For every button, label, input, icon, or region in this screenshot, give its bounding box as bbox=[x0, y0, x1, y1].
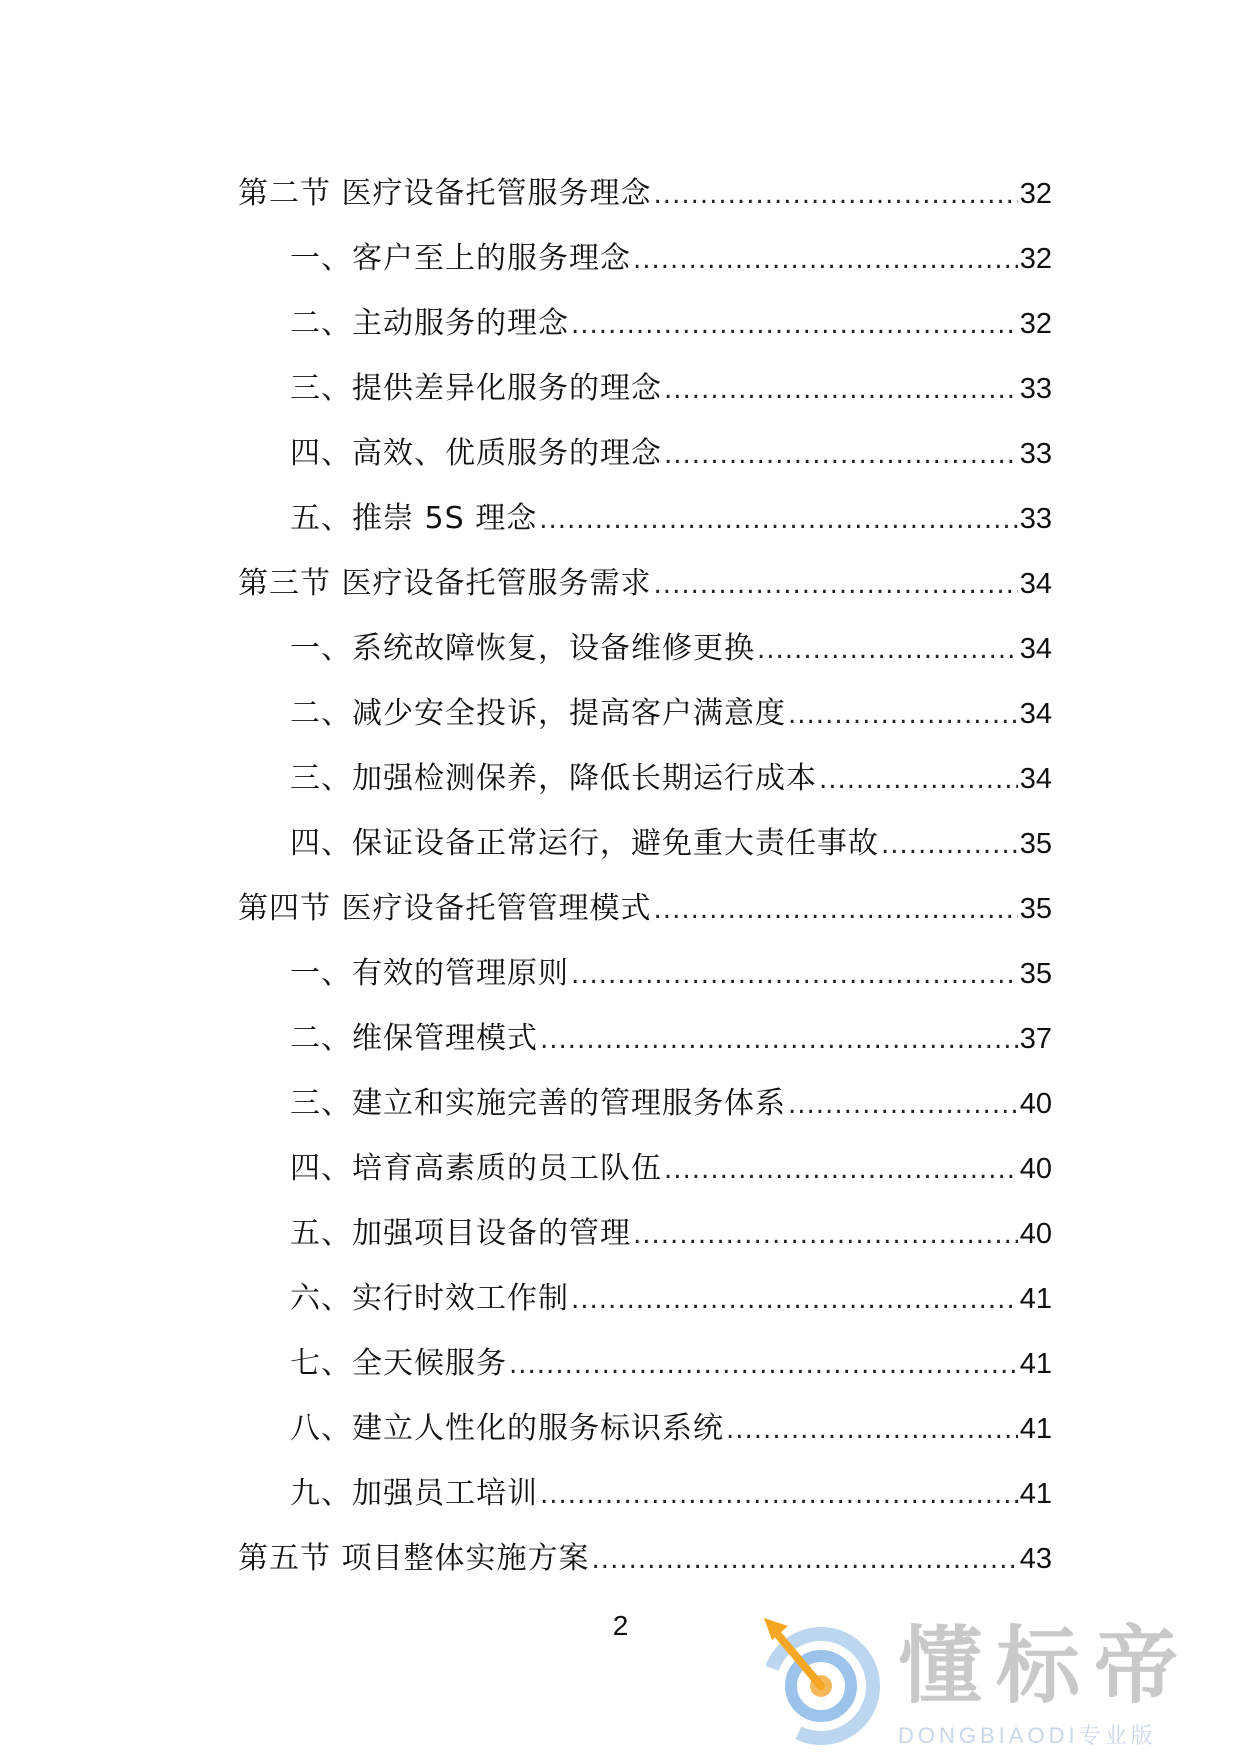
toc-dot-leader bbox=[571, 1268, 1018, 1333]
toc-dot-leader bbox=[664, 1138, 1018, 1203]
toc-section-entry[interactable] bbox=[238, 876, 1052, 941]
toc-entry-title: 三、提供差异化服务的理念 bbox=[290, 371, 662, 406]
toc-entry-page: 41 bbox=[1019, 1413, 1052, 1445]
toc-entry-page: 35 bbox=[1019, 893, 1052, 925]
toc-entry-page: 33 bbox=[1019, 503, 1052, 535]
toc-entry-title: 第三节 医疗设备托管服务需求 bbox=[238, 566, 652, 601]
toc-subsection-entry[interactable] bbox=[238, 1201, 1052, 1266]
toc-entry-page: 40 bbox=[1019, 1153, 1052, 1185]
toc-dot-leader bbox=[819, 748, 1018, 813]
target-arrow-icon bbox=[746, 1604, 896, 1754]
toc-entry-page: 41 bbox=[1019, 1478, 1052, 1510]
toc-entry-page: 34 bbox=[1019, 763, 1052, 795]
toc-entry-title: 七、全天候服务 bbox=[290, 1346, 507, 1381]
toc-subsection-entry[interactable] bbox=[238, 1331, 1052, 1396]
toc-subsection-entry[interactable] bbox=[238, 356, 1052, 421]
toc-subsection-entry[interactable] bbox=[238, 1461, 1052, 1526]
toc-entry-page: 32 bbox=[1019, 243, 1052, 275]
toc-dot-leader bbox=[664, 358, 1018, 423]
toc-entry-title: 八、建立人性化的服务标识系统 bbox=[290, 1411, 724, 1446]
toc-entry-page: 34 bbox=[1019, 633, 1052, 665]
toc-subsection-entry[interactable] bbox=[238, 291, 1052, 356]
watermark-brand-subtitle: DONGBIAODI专业版 bbox=[898, 1723, 1157, 1748]
toc-entry-page: 35 bbox=[1019, 828, 1052, 860]
toc-entry-title: 二、维保管理模式 bbox=[290, 1021, 538, 1056]
toc-entry-page: 32 bbox=[1019, 308, 1052, 340]
toc-dot-leader bbox=[726, 1398, 1018, 1463]
toc-entry-page: 33 bbox=[1019, 373, 1052, 405]
toc-dot-leader bbox=[571, 293, 1018, 358]
toc-entry-page: 35 bbox=[1019, 958, 1052, 990]
toc-entry-page: 34 bbox=[1019, 698, 1052, 730]
table-of-contents bbox=[238, 161, 1052, 1591]
toc-entry-page: 34 bbox=[1019, 568, 1052, 600]
toc-dot-leader bbox=[788, 1073, 1018, 1138]
toc-subsection-entry[interactable] bbox=[238, 1136, 1052, 1201]
toc-subsection-entry[interactable] bbox=[238, 746, 1052, 811]
toc-dot-leader bbox=[881, 813, 1018, 878]
toc-dot-leader bbox=[664, 423, 1018, 488]
toc-dot-leader bbox=[539, 488, 1018, 553]
toc-subsection-entry[interactable] bbox=[238, 616, 1052, 681]
toc-subsection-entry[interactable] bbox=[238, 486, 1052, 551]
toc-entry-title: 一、客户至上的服务理念 bbox=[290, 241, 631, 276]
toc-entry-page: 41 bbox=[1019, 1348, 1052, 1380]
toc-subsection-entry[interactable] bbox=[238, 421, 1052, 486]
toc-entry-page: 40 bbox=[1019, 1088, 1052, 1120]
toc-entry-page: 37 bbox=[1019, 1023, 1052, 1055]
toc-dot-leader bbox=[540, 1008, 1018, 1073]
toc-subsection-entry[interactable] bbox=[238, 681, 1052, 746]
toc-subsection-entry[interactable] bbox=[238, 811, 1052, 876]
toc-entry-title: 第四节 医疗设备托管管理模式 bbox=[238, 891, 652, 926]
toc-entry-page: 33 bbox=[1019, 438, 1052, 470]
toc-subsection-entry[interactable] bbox=[238, 1006, 1052, 1071]
toc-entry-page: 41 bbox=[1019, 1283, 1052, 1315]
toc-dot-leader bbox=[571, 943, 1018, 1008]
toc-entry-title: 二、主动服务的理念 bbox=[290, 306, 569, 341]
toc-dot-leader bbox=[654, 878, 1018, 943]
toc-entry-page: 43 bbox=[1019, 1543, 1052, 1575]
toc-subsection-entry[interactable] bbox=[238, 226, 1052, 291]
toc-section-entry[interactable] bbox=[238, 1526, 1052, 1591]
toc-entry-title: 第五节 项目整体实施方案 bbox=[238, 1541, 590, 1576]
toc-entry-title: 九、加强员工培训 bbox=[290, 1476, 538, 1511]
toc-dot-leader bbox=[654, 163, 1018, 228]
toc-entry-title: 三、加强检测保养，降低长期运行成本 bbox=[290, 761, 817, 796]
toc-entry-page: 40 bbox=[1019, 1218, 1052, 1250]
toc-entry-title: 六、实行时效工作制 bbox=[290, 1281, 569, 1316]
toc-entry-title: 二、减少安全投诉，提高客户满意度 bbox=[290, 696, 786, 731]
toc-dot-leader bbox=[788, 683, 1018, 748]
toc-entry-title: 五、推崇 5S 理念 bbox=[290, 501, 538, 536]
toc-entry-title: 第二节 医疗设备托管服务理念 bbox=[238, 176, 652, 211]
toc-dot-leader bbox=[509, 1333, 1018, 1398]
toc-entry-title: 四、培育高素质的员工队伍 bbox=[290, 1151, 662, 1186]
toc-dot-leader bbox=[633, 228, 1018, 293]
toc-dot-leader bbox=[592, 1528, 1018, 1593]
toc-dot-leader bbox=[633, 1203, 1018, 1268]
toc-entry-title: 一、有效的管理原则 bbox=[290, 956, 569, 991]
page-number: 2 bbox=[612, 1610, 629, 1641]
toc-subsection-entry[interactable] bbox=[238, 941, 1052, 1006]
toc-section-entry[interactable] bbox=[238, 161, 1052, 226]
toc-subsection-entry[interactable] bbox=[238, 1396, 1052, 1461]
toc-subsection-entry[interactable] bbox=[238, 1266, 1052, 1331]
watermark-logo bbox=[746, 1604, 1241, 1754]
toc-dot-leader bbox=[757, 618, 1018, 683]
toc-entry-title: 五、加强项目设备的管理 bbox=[290, 1216, 631, 1251]
toc-entry-title: 四、高效、优质服务的理念 bbox=[290, 436, 662, 471]
toc-entry-page: 32 bbox=[1019, 178, 1052, 210]
toc-entry-title: 三、建立和实施完善的管理服务体系 bbox=[290, 1086, 786, 1121]
watermark-brand-name: 懂标帝 bbox=[898, 1617, 1193, 1715]
toc-subsection-entry[interactable] bbox=[238, 1071, 1052, 1136]
toc-entry-title: 一、系统故障恢复，设备维修更换 bbox=[290, 631, 755, 666]
toc-dot-leader bbox=[540, 1463, 1018, 1528]
toc-entry-title: 四、保证设备正常运行，避免重大责任事故 bbox=[290, 826, 879, 861]
toc-dot-leader bbox=[654, 553, 1018, 618]
toc-section-entry[interactable] bbox=[238, 551, 1052, 616]
